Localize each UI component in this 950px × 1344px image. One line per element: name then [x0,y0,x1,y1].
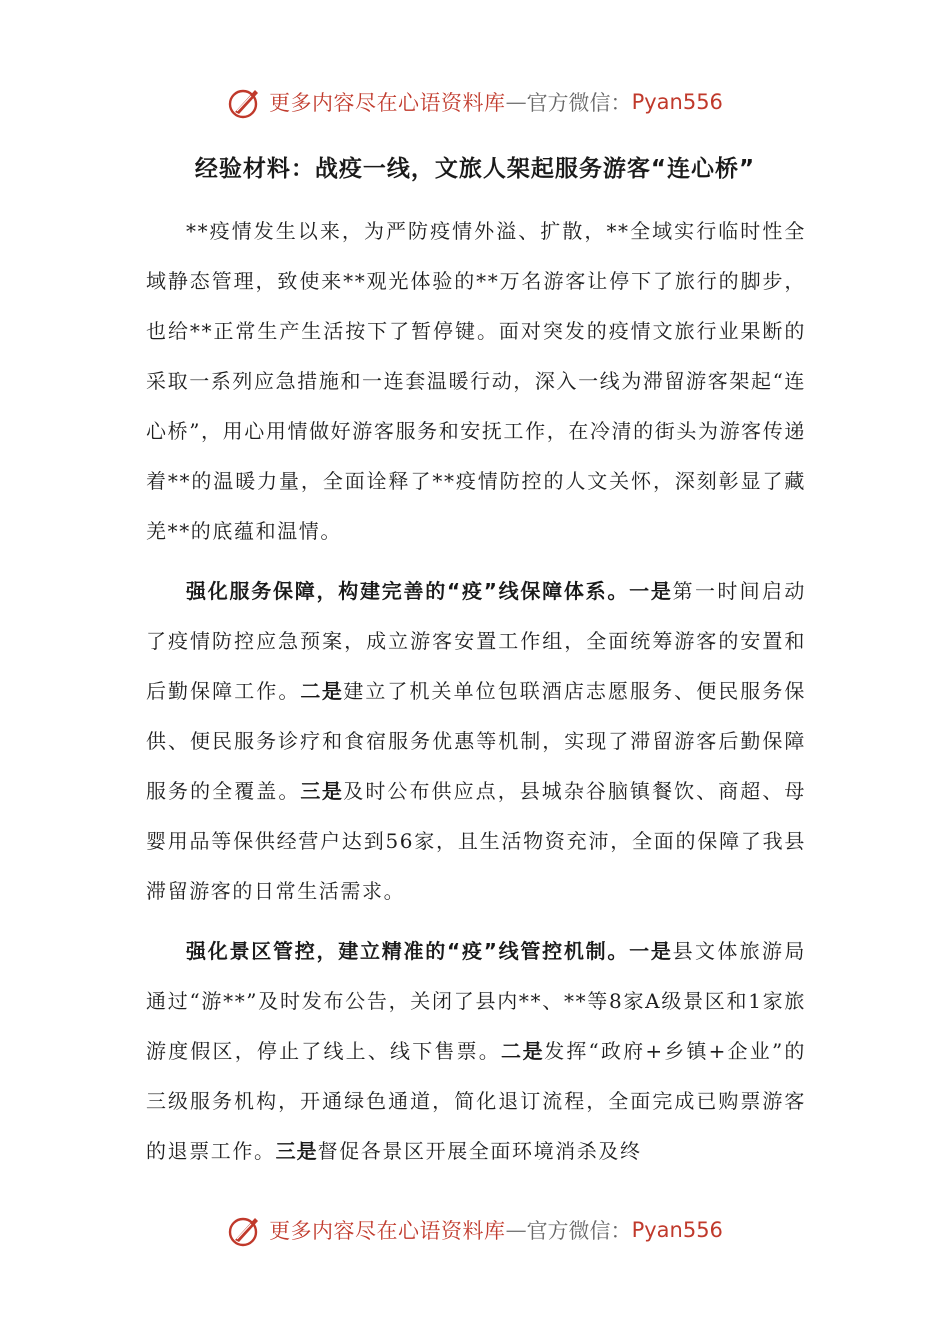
point-text: 第一时间启动了疫情防控应急预案，成立游客安置工作组，全面统筹游客的安置和后勤保障工作。 [146,579,806,703]
point-text: 县文体旅游局通过“游**”及时发布公告，关闭了县内**、**等8家A级景区和1家旅游度假区，停止了线上、线下售票。 [146,939,806,1063]
watermark-banner-top [0,78,950,126]
banner-brand-text: 更多内容尽在心语资料库 [269,91,506,115]
watermark-banner-bottom [0,1206,950,1254]
point-text: 建立了机关单位包联酒店志愿服务、便民服务保供、便民服务诊疗和食宿服务优惠等机制，实现了滞留游客后勤保障服务的全覆盖。 [146,679,807,803]
banner-wechat-label: 官方微信： [526,1219,632,1243]
document-body [146,206,806,1186]
banner-wechat-id: Pyan556 [631,90,723,114]
point-text: 发挥“政府+乡镇+企业”的三级服务机构，开通绿色通道，简化退订流程，全面完成已购票游客的退票工作。 [146,1039,807,1163]
document-title: 经验材料：战疫一线，文旅人架起服务游客“连心桥” [194,156,756,182]
point-label: 三是 [275,1139,318,1163]
banner-separator: — [505,90,527,114]
point-label: 二是 [501,1039,545,1063]
point-text: 督促各景区开展全面环境消杀及终 [317,1139,642,1163]
point-label: 一是 [629,579,673,603]
point-label: 三是 [300,779,344,803]
banner-brand-text: 更多内容尽在心语资料库 [269,1219,506,1243]
quill-logo-icon [227,1212,263,1248]
section-paragraph-service [146,566,806,916]
point-text: 及时公布供应点，县城杂谷脑镇餐饮、商超、母婴用品等保供经营户达到56家，且生活物资充沛，全面的保障了我县滞留游客的日常生活需求。 [146,779,807,903]
banner-wechat-id: Pyan556 [631,1218,723,1242]
section-heading: 强化服务保障，构建完善的“疫”线保障体系。 [186,579,630,603]
point-label: 一是 [629,939,673,963]
point-label: 二是 [300,679,344,703]
quill-logo-icon [227,84,263,120]
section-paragraph-scenic [146,926,806,1176]
intro-paragraph: **疫情发生以来，为严防疫情外溢、扩散，**全域实行临时性全域静态管理，致使来**观光体验的**万名游客让停下了旅行的脚步，也给**正常生产生活按下了暂停键。面对突发的疫情文旅行业果断的采取一系列应急措施和一连套温暖行动，深入一线为滞留游客架起“连心桥”，用心用情做好游客服务和安抚工作，在冷清的街头为游客传递着**的温暖力量，全面诠释了**疫情防控的人文关怀，深刻彰显了藏羌**的底蕴和温情。 [146,219,806,543]
section-heading: 强化景区管控，建立精准的“疫”线管控机制。 [186,939,630,963]
banner-separator: — [505,1218,527,1242]
banner-wechat-label: 官方微信： [526,91,632,115]
